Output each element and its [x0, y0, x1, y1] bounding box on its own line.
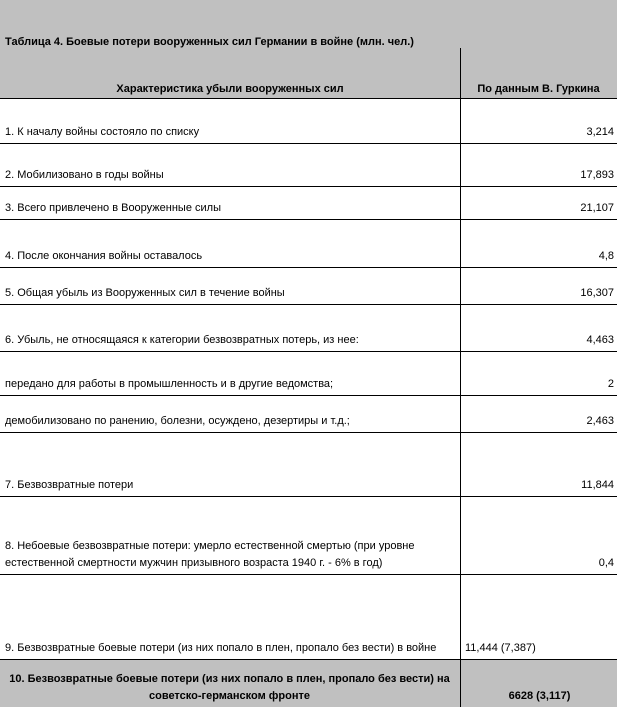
- row-label: 5. Общая убыль из Вооруженных сил в течение войны: [5, 287, 285, 299]
- table-title: Таблица 4. Боевые потери вооруженных сил Германии в войне (млн. чел.): [5, 36, 414, 48]
- row-value: 4,8: [460, 220, 617, 267]
- column-header-gurkin: По данным В. Гуркина: [477, 83, 600, 95]
- table-row: [0, 304, 617, 351]
- row-label: передано для работы в промышленность и в другие ведомства;: [5, 378, 334, 390]
- row-value: 4,463: [460, 305, 617, 351]
- table-row: [0, 351, 617, 395]
- table-row: [0, 574, 617, 659]
- table-row: [0, 143, 617, 186]
- row-value: 6628 (3,117): [460, 660, 617, 707]
- column-header-characteristic: Характеристика убыли вооруженных сил: [116, 83, 344, 95]
- row-value: 3,214: [460, 99, 617, 143]
- row-value: 17,893: [460, 144, 617, 186]
- row-label: 9. Безвозвратные боевые потери (из них попало в плен, пропало без вести) в войне: [5, 642, 437, 654]
- table-title-row: [0, 0, 617, 48]
- row-label: 6. Убыль, не относящаяся к категории безвозвратных потерь, из нее:: [5, 334, 359, 346]
- table-row: [0, 432, 617, 496]
- table-row: [0, 496, 617, 574]
- row-label: 1. К началу войны состояло по списку: [5, 126, 200, 138]
- row-label: 2. Мобилизовано в годы войны: [5, 169, 164, 181]
- row-label: 10. Безвозвратные боевые потери (из них попало в плен, пропало без вести) на советско-германском фронте: [9, 673, 450, 702]
- row-value: 11,844: [460, 433, 617, 496]
- table-row: [0, 395, 617, 432]
- row-label: 8. Небоевые безвозвратные потери: умерло естественной смертью (при уровне естественной смертности мужчин призывного возраста 1940 г. - 6% в год): [5, 540, 415, 569]
- row-value: 2: [460, 352, 617, 395]
- row-value: 16,307: [460, 268, 617, 304]
- row-value: 21,107: [460, 187, 617, 219]
- table-row: [0, 267, 617, 304]
- row-value: 11,444 (7,387): [460, 575, 617, 659]
- table-header-row: [0, 48, 617, 98]
- row-value: 2,463: [460, 396, 617, 432]
- header-divider: [460, 48, 461, 98]
- row-label: демобилизовано по ранению, болезни, осуждено, дезертиры и т.д.;: [5, 415, 350, 427]
- table-row: [0, 219, 617, 267]
- row-label: 3. Всего привлечено в Вооруженные силы: [5, 202, 221, 214]
- table-row-total: [0, 659, 617, 707]
- row-label: 4. После окончания войны оставалось: [5, 250, 203, 262]
- row-label: 7. Безвозвратные потери: [5, 479, 134, 491]
- table-row: [0, 186, 617, 219]
- row-value: 0,4: [460, 497, 617, 574]
- table-row: [0, 98, 617, 143]
